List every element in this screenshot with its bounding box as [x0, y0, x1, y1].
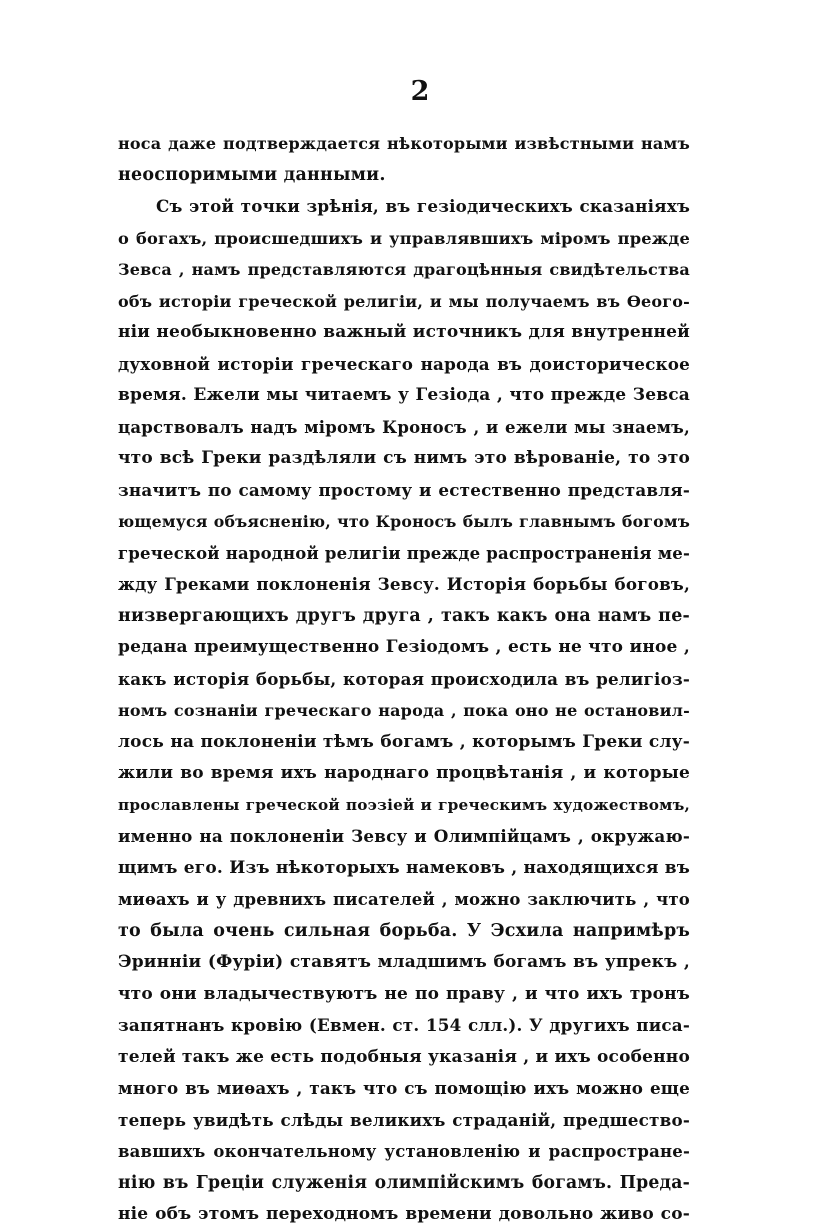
text-line: низвергающихъ другъ друга , такъ какъ она намъ пе- — [118, 605, 690, 626]
text-line: неоспоримыми данными. — [118, 164, 386, 185]
text-line: запятнанъ кровію (Евмен. ст. 154 слл.). У другихъ писа- — [118, 1015, 690, 1035]
text-line: то была очень сильная борьба. У Эсхила напримѣръ — [118, 920, 690, 941]
text-line: именно на поклоненіи Зевсу и Олимпійцамъ , окружаю- — [118, 826, 690, 846]
text-line: много въ миѳахъ , такъ что съ помощію ихъ можно еще — [118, 1078, 690, 1098]
text-line: время. Ежели мы читаемъ у Гезіода , что прежде Зевса — [118, 385, 690, 405]
text-line: вавшихъ окончательному установленію и распростране- — [118, 1142, 690, 1161]
text-line: Зевса , намъ представляются драгоцѣнныя свидѣтельства — [118, 260, 690, 279]
text-line: миѳахъ и у древнихъ писателей , можно заключить , что — [118, 890, 690, 909]
text-line: какъ исторія борьбы, которая происходила въ религіоз- — [118, 668, 690, 689]
text-line: значитъ по самому простому и естественно представля- — [118, 479, 690, 500]
text-line: объ исторіи греческой религіи, и мы получаемъ въ Ѳеого- — [118, 291, 690, 311]
text-line: прославлены греческой поэзіей и греческимъ художествомъ, — [118, 795, 690, 814]
text-line: лось на поклоненіи тѣмъ богамъ , которымъ Греки слу- — [118, 731, 690, 752]
text-line: ющемуся объясненію, что Кроносъ былъ главнымъ богомъ — [118, 512, 690, 531]
text-line: ніе объ этомъ переходномъ времени довольно живо со- — [118, 1204, 690, 1224]
text-line: редана преимущественно Гезіодомъ , есть не что иное , — [118, 637, 690, 657]
text-line: Съ этой точки зрѣнія, въ гезіодическихъ сказаніяхъ — [156, 196, 690, 216]
text-line: жили во время ихъ народнаго процвѣтанія , и которые — [118, 763, 690, 783]
text-line: царствовалъ надъ міромъ Кроносъ , и ежели мы знаемъ, — [118, 417, 690, 437]
text-line: Эринніи (Фуріи) ставятъ младшимъ богамъ въ упрекъ , — [118, 952, 690, 972]
text-line: ніи необыкновенно важный источникъ для внутренней — [118, 322, 690, 342]
text-line: теперь увидѣть слѣды великихъ страданій, предшество- — [118, 1109, 690, 1130]
page-number: 2 — [410, 76, 430, 107]
text-line: о богахъ, происшедшихъ и управлявшихъ міромъ прежде — [118, 228, 690, 248]
text-line: носа даже подтверждается нѣкоторыми извѣстными намъ — [118, 134, 690, 153]
text-line: номъ сознаніи греческаго народа , пока оно не остановил- — [118, 701, 690, 720]
text-line: что всѣ Греки раздѣляли съ нимъ это вѣрованіе, то это — [118, 448, 690, 468]
text-line: телей такъ же есть подобныя указанія , и ихъ особенно — [118, 1046, 690, 1067]
text-line: нію въ Греціи служенія олимпійскимъ богамъ. Преда- — [118, 1172, 690, 1193]
text-line: щимъ его. Изъ нѣкоторыхъ намековъ , находящихся въ — [118, 857, 690, 878]
text-line: жду Греками поклоненія Зевсу. Исторія борьбы боговъ, — [118, 574, 690, 594]
text-line: духовной исторіи греческаго народа въ доисторическое — [118, 353, 690, 374]
text-line: что они владычествуютъ не по праву , и что ихъ тронъ — [118, 983, 690, 1004]
body-text — [118, 128, 690, 1231]
text-line: греческой народной религіи прежде распространенія ме- — [118, 543, 690, 563]
